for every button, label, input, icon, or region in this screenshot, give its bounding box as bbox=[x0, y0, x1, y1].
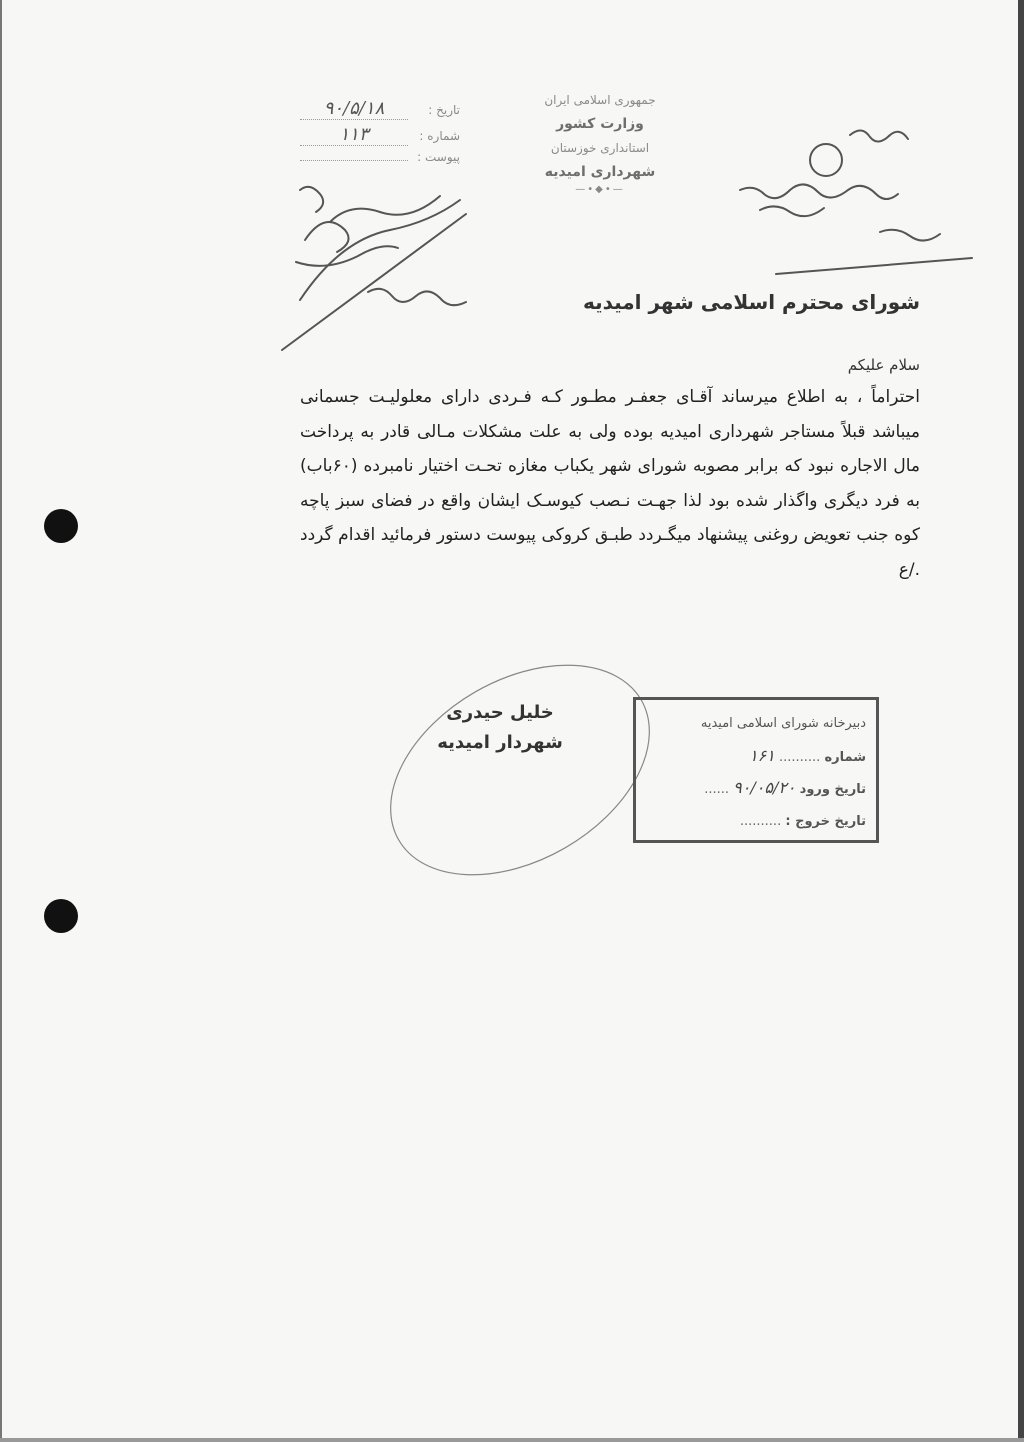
letterhead-country: جمهوری اسلامی ایران bbox=[544, 93, 656, 107]
stamp-in-date-row bbox=[646, 772, 866, 804]
stamp-in-date-dots: ...... bbox=[704, 782, 730, 797]
stamp-out-date-row bbox=[646, 804, 866, 836]
date-row bbox=[300, 98, 460, 124]
stamp-in-date-label: تاریخ ورود bbox=[799, 782, 866, 797]
letterhead-ornament: —•◆•— bbox=[575, 184, 625, 195]
number-value: ۱۱۳ bbox=[300, 124, 408, 146]
recipient-line: شورای محترم اسلامی شهر امیدیه bbox=[582, 290, 920, 314]
scan-edge-right bbox=[1018, 0, 1024, 1442]
stamp-org: دبیرخانه شورای اسلامی امیدیه bbox=[700, 716, 866, 731]
letterhead-province: استانداری خوزستان bbox=[550, 141, 650, 155]
stamp-number-dots: .......... bbox=[774, 750, 821, 765]
punch-hole-upper bbox=[44, 509, 78, 543]
letterhead bbox=[520, 88, 680, 196]
letter-body: احتراماً ، به اطلاع میرساند آقـای جعفـر مطـور کـه فـردی دارای معلولیـت جسمانی میباشد قبلاً مستاجر شهرداری امیدیه بوده ولی به علت مشکلات مـالی قادر به پرداخت مال الاجاره نبود که برابر مصوبه شورای شهر یکباب مغازه تحـت اختیار نامبرده (۶۰باب) به فرد دیگری واگذار شده بود لذا جهـت نـصب کیوسـک ایشان واقع در فضای سبز پاچه کوه جنب تعویض روغنی پیشنهاد میگـردد طبـق کروکی پیوست دستور فرمائید اقدام گردد ./ع bbox=[300, 387, 920, 580]
scan-edge-left bbox=[0, 0, 2, 1442]
stamp-in-date-value: ۹۰/۰۵/۲۰ bbox=[733, 778, 796, 797]
stamp-number-value: ۱۶۱ bbox=[749, 746, 775, 765]
number-row bbox=[300, 124, 460, 150]
signatory-title: شهردار امیدیه bbox=[437, 732, 563, 753]
date-value: ۹۰/۵/۱۸ bbox=[300, 98, 408, 120]
letter-meta-block bbox=[300, 98, 460, 176]
signature-block bbox=[400, 698, 600, 758]
attachment-value bbox=[300, 160, 408, 161]
punch-hole-lower bbox=[44, 899, 78, 933]
signatory-name: خلیل حیدری bbox=[446, 702, 554, 723]
number-label: شماره : bbox=[419, 129, 460, 143]
stamp-header bbox=[646, 708, 866, 740]
attachment-label: پیوست : bbox=[417, 150, 460, 164]
stamp-out-date-label: تاریخ خروج : bbox=[785, 814, 866, 829]
date-label: تاریخ : bbox=[428, 103, 460, 117]
stamp-number-row bbox=[646, 740, 866, 772]
greeting: سلام علیکم bbox=[847, 356, 920, 374]
scan-edge-bottom bbox=[0, 1438, 1024, 1442]
letterhead-municipality: شهرداری امیدیه bbox=[544, 164, 656, 180]
letterhead-ministry: وزارت کشور bbox=[556, 116, 644, 132]
secretariat-stamp bbox=[633, 697, 879, 843]
stamp-number-label: شماره bbox=[824, 750, 866, 765]
attachment-row bbox=[300, 150, 460, 176]
stamp-out-date-dots: .......... bbox=[739, 814, 782, 829]
